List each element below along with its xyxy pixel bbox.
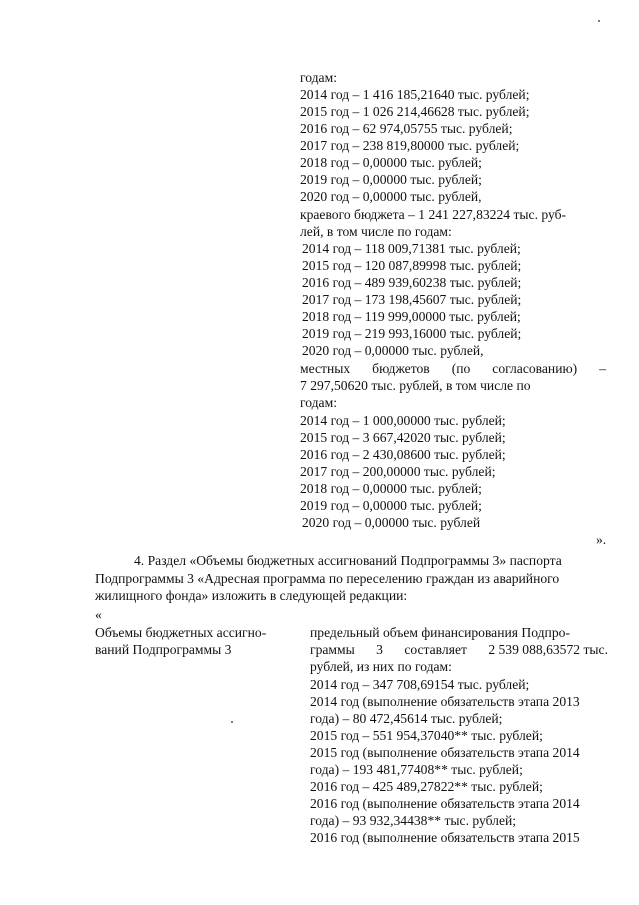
- text-line: 7 297,50620 тыс. рублей, в том числе по: [300, 378, 531, 393]
- word: –: [599, 361, 606, 376]
- text-line: 2018 год – 119 999,00000 тыс. рублей;: [302, 309, 521, 324]
- table-right-cell-line: 2016 год (выполнение обязательств этапа 2015: [310, 830, 580, 845]
- table-right-cell-line: 2015 год – 551 954,37040** тыс. рублей;: [310, 728, 543, 743]
- text-line: 2018 год – 0,00000 тыс. рублей;: [300, 155, 482, 170]
- text-line: 2019 год – 0,00000 тыс. рублей;: [300, 172, 482, 187]
- word: бюджетов: [372, 361, 430, 376]
- text-line: 2015 год – 120 087,89998 тыс. рублей;: [302, 258, 522, 273]
- text-line: 2016 год – 2 430,08600 тыс. рублей;: [300, 447, 506, 462]
- text-line: 2015 год – 3 667,42020 тыс. рублей;: [300, 430, 506, 445]
- table-right-cell-line: 2014 год (выполнение обязательств этапа 2013: [310, 694, 580, 709]
- table-right-cell-line: 2016 год (выполнение обязательств этапа 2014: [310, 796, 580, 811]
- text-line: 2020 год – 0,00000 тыс. рублей,: [300, 189, 482, 204]
- word: 2 539 088,63572 тыс.: [488, 642, 608, 657]
- word: местных: [300, 361, 351, 376]
- text-line: 2014 год – 1 416 185,21640 тыс. рублей;: [300, 87, 530, 102]
- table-right-cell-line: года) – 80 472,45614 тыс. рублей;: [310, 711, 503, 726]
- scan-speck: [598, 20, 600, 22]
- word: составляет: [404, 642, 467, 657]
- table-left-cell-line: ваний Подпрограммы 3: [95, 642, 232, 657]
- text-line: 2017 год – 200,00000 тыс. рублей;: [300, 464, 496, 479]
- text-line: 2019 год – 219 993,16000 тыс. рублей;: [302, 326, 522, 341]
- table-left-cell-line: Объемы бюджетных ассигно-: [95, 625, 267, 640]
- closing-quote: ».: [596, 532, 607, 547]
- table-right-cell-line: года) – 93 932,34438** тыс. рублей;: [310, 813, 517, 828]
- word: 3: [376, 642, 383, 657]
- justified-line: [300, 360, 606, 377]
- scan-speck: [231, 721, 233, 723]
- text-line: жилищного фонда» изложить в следующей редакции:: [95, 588, 408, 603]
- word: (по: [451, 361, 471, 376]
- text-line: годам:: [300, 70, 337, 85]
- text-line: краевого бюджета – 1 241 227,83224 тыс. руб-: [300, 207, 567, 222]
- justified-line: [310, 641, 608, 658]
- text-line: 4. Раздел «Объемы бюджетных ассигнований Подпрограммы 3» паспорта: [134, 553, 562, 568]
- table-right-cell-line: 2016 год – 425 489,27822** тыс. рублей;: [310, 779, 543, 794]
- text-line: Подпрограммы 3 «Адресная программа по переселению граждан из аварийного: [95, 571, 560, 586]
- text-line: 2017 год – 238 819,80000 тыс. рублей;: [300, 138, 520, 153]
- word: граммы: [310, 642, 355, 657]
- text-line: 2014 год – 1 000,00000 тыс. рублей;: [300, 413, 506, 428]
- text-line: годам:: [300, 395, 337, 410]
- text-line: 2019 год – 0,00000 тыс. рублей;: [300, 498, 482, 513]
- text-line: 2016 год – 62 974,05755 тыс. рублей;: [300, 121, 513, 136]
- text-line: 2020 год – 0,00000 тыс. рублей: [302, 515, 481, 530]
- text-line: 2020 год – 0,00000 тыс. рублей,: [302, 343, 484, 358]
- table-right-cell-line: года) – 193 481,77408** тыс. рублей;: [310, 762, 523, 777]
- open-quote: «: [95, 607, 102, 622]
- text-line: 2018 год – 0,00000 тыс. рублей;: [300, 481, 482, 496]
- text-line: 2016 год – 489 939,60238 тыс. рублей;: [302, 275, 522, 290]
- word: согласованию): [492, 361, 578, 376]
- text-line: 2017 год – 173 198,45607 тыс. рублей;: [302, 292, 522, 307]
- text-line: 2015 год – 1 026 214,46628 тыс. рублей;: [300, 104, 530, 119]
- text-line: лей, в том числе по годам:: [300, 224, 452, 239]
- text-line: 2014 год – 118 009,71381 тыс. рублей;: [302, 241, 521, 256]
- table-right-cell-line: рублей, из них по годам:: [310, 659, 452, 674]
- table-right-cell-line: предельный объем финансирования Подпро-: [310, 625, 570, 640]
- table-right-cell-line: 2014 год – 347 708,69154 тыс. рублей;: [310, 677, 530, 692]
- table-right-cell-line: 2015 год (выполнение обязательств этапа 2014: [310, 745, 580, 760]
